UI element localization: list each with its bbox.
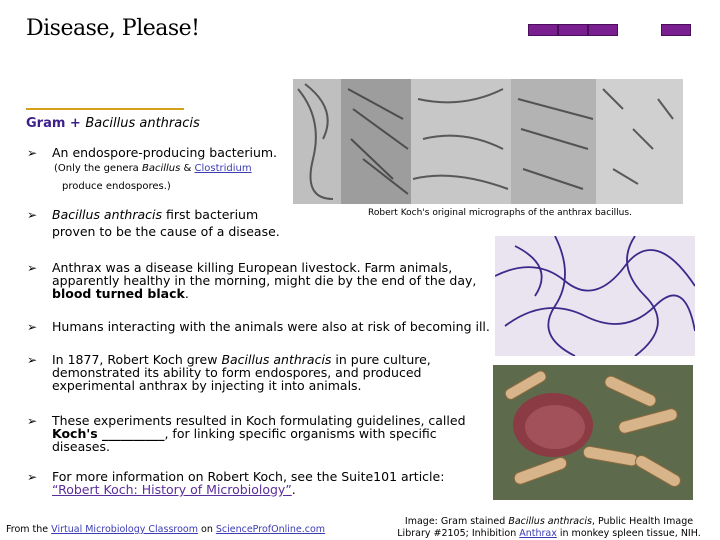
nav-button-4[interactable] bbox=[661, 24, 691, 36]
koch-article-link[interactable]: “Robert Koch: History of Microbiology” bbox=[52, 482, 292, 497]
title-divider bbox=[26, 108, 184, 110]
arrowhead-bullet-icon: ➢ bbox=[26, 353, 38, 367]
bullet-text: Humans interacting with the animals were also at risk of becoming ill. bbox=[52, 319, 490, 334]
organism-heading bbox=[26, 116, 200, 131]
arrowhead-bullet-icon: ➢ bbox=[26, 470, 38, 484]
footer-credit: From the Virtual Microbiology Classroom on ScienceProfOnline.com bbox=[6, 524, 326, 535]
organism-name: Bacillus anthracis bbox=[85, 116, 200, 131]
bullet-text: An endospore-producing bacterium. bbox=[52, 145, 278, 160]
koch-image-caption: Robert Koch's original micrographs of the anthrax bacillus. bbox=[368, 208, 632, 218]
koch-micrographs-image bbox=[293, 79, 683, 204]
arrowhead-bullet-icon: ➢ bbox=[26, 146, 38, 160]
spleen-illustration bbox=[493, 365, 693, 500]
gram-stain-label: Gram + bbox=[26, 116, 81, 131]
genera-note-line2: produce endospores.) bbox=[62, 181, 171, 192]
image-credit: Image: Gram stained Bacillus anthracis, Public Health Image Library #2105; Inhibition Anthrax in monkey spleen tissue, NIH. bbox=[397, 516, 701, 539]
arrowhead-bullet-icon: ➢ bbox=[26, 208, 38, 222]
genera-note: (Only the genera Bacillus & Clostridium bbox=[54, 163, 252, 174]
scienceprofonline-link[interactable]: ScienceProfOnline.com bbox=[215, 524, 326, 535]
bullet-text: proven to be the cause of a disease. bbox=[52, 224, 280, 239]
micrograph-illustration bbox=[293, 79, 683, 204]
anthrax-link[interactable]: Anthrax bbox=[519, 528, 557, 539]
nav-button-2[interactable] bbox=[558, 24, 588, 36]
slide-nav-single bbox=[661, 24, 691, 36]
nav-button-3[interactable] bbox=[588, 24, 618, 36]
gram-stain-illustration bbox=[495, 236, 695, 356]
arrowhead-bullet-icon: ➢ bbox=[26, 414, 38, 428]
nav-button-1[interactable] bbox=[528, 24, 558, 36]
clostridium-link[interactable]: Clostridium bbox=[194, 163, 252, 174]
slide-nav-group bbox=[528, 24, 618, 36]
virtual-classroom-link[interactable]: Virtual Microbiology Classroom bbox=[51, 524, 198, 535]
page-title: Disease, Please! bbox=[26, 16, 200, 41]
arrowhead-bullet-icon: ➢ bbox=[26, 261, 38, 275]
gram-stain-chains-image bbox=[495, 236, 695, 356]
arrowhead-bullet-icon: ➢ bbox=[26, 320, 38, 334]
spleen-tissue-image bbox=[493, 365, 693, 500]
